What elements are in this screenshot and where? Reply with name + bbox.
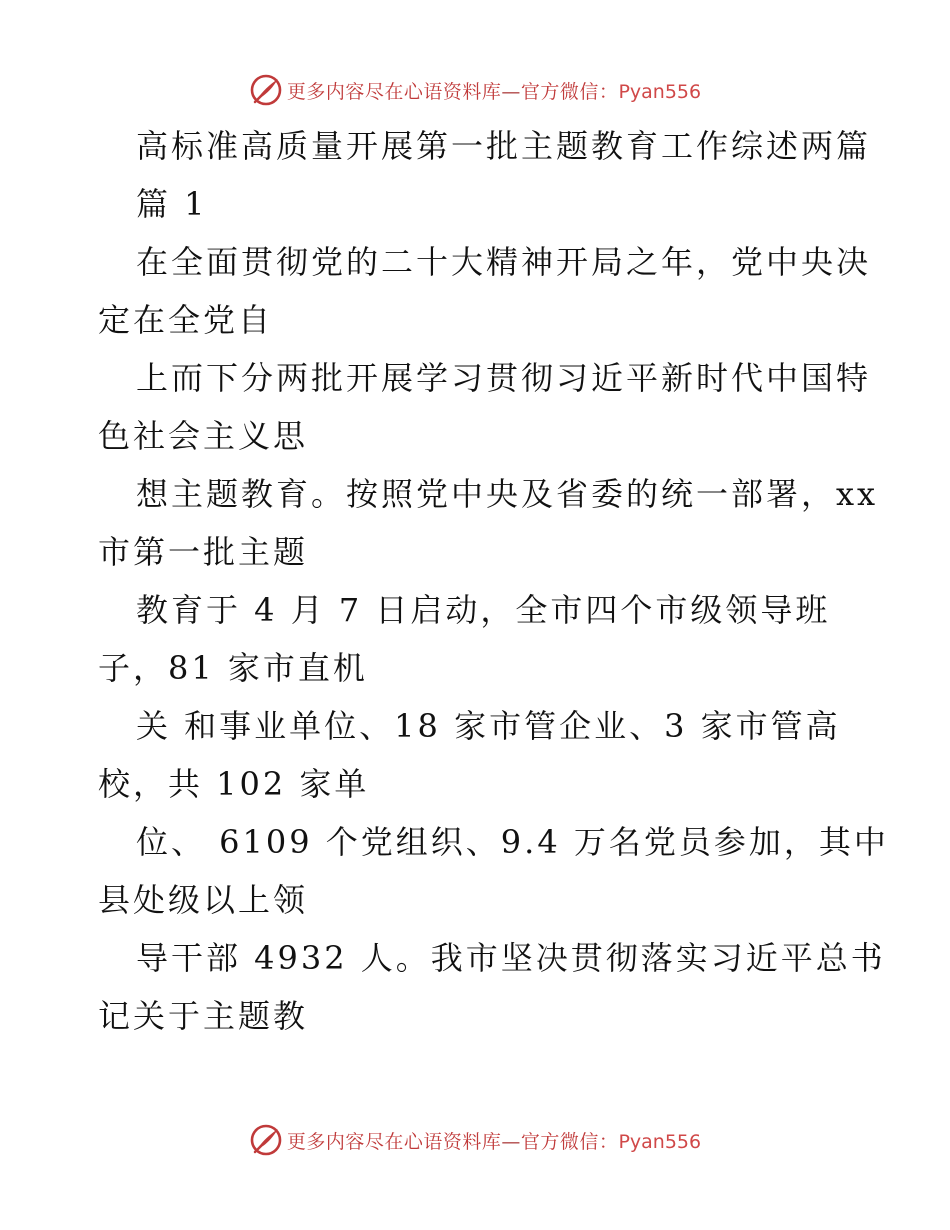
header-watermark <box>0 70 950 110</box>
text-line: 关 和事业单位、18 家市管企业、3 家市管高 <box>136 707 841 745</box>
text-line: 在全面贯彻党的二十大精神开局之年，党中央决 <box>136 243 872 281</box>
watermark-separator: — <box>501 1130 521 1153</box>
watermark-slogan: 更多内容尽在心语资料库 <box>286 1130 502 1153</box>
watermark-wechat-label: 官方微信： <box>520 1130 619 1153</box>
feather-pen-logo-icon <box>249 73 283 107</box>
text-line: 记关于主题教 <box>98 997 309 1035</box>
document-title: 高标准高质量开展第一批主题教育工作综述两篇 <box>136 127 872 165</box>
text-line: 想主题教育。按照党中央及省委的统一部署，xx <box>136 475 879 513</box>
watermark-wechat-account: Pyan556 <box>618 80 702 103</box>
text-line: 校，共 102 家单 <box>98 765 370 803</box>
text-line: 导干部 4932 人。我市坚决贯彻落实习近平总书 <box>136 939 886 977</box>
text-line: 子，81 家市直机 <box>98 649 368 687</box>
text-line: 色社会主义思 <box>98 417 309 455</box>
section-heading: 篇 1 <box>136 185 208 223</box>
watermark-slogan: 更多内容尽在心语资料库 <box>286 80 502 103</box>
feather-pen-logo-icon <box>249 1123 283 1157</box>
watermark-text <box>287 77 701 104</box>
text-line: 县处级以上领 <box>98 881 309 919</box>
text-line: 位、 6109 个党组织、9.4 万名党员参加，其中 <box>136 823 889 861</box>
watermark-wechat-account: Pyan556 <box>618 1130 702 1153</box>
watermark-text <box>287 1127 701 1154</box>
text-line: 市第一批主题 <box>98 533 309 571</box>
footer-watermark <box>0 1120 950 1160</box>
text-line: 教育于 4 月 7 日启动，全市四个市级领导班 <box>136 591 831 629</box>
text-line: 上而下分两批开展学习贯彻习近平新时代中国特 <box>136 359 872 397</box>
text-line: 定在全党自 <box>98 301 274 339</box>
watermark-separator: — <box>501 80 521 103</box>
watermark-wechat-label: 官方微信： <box>520 80 619 103</box>
